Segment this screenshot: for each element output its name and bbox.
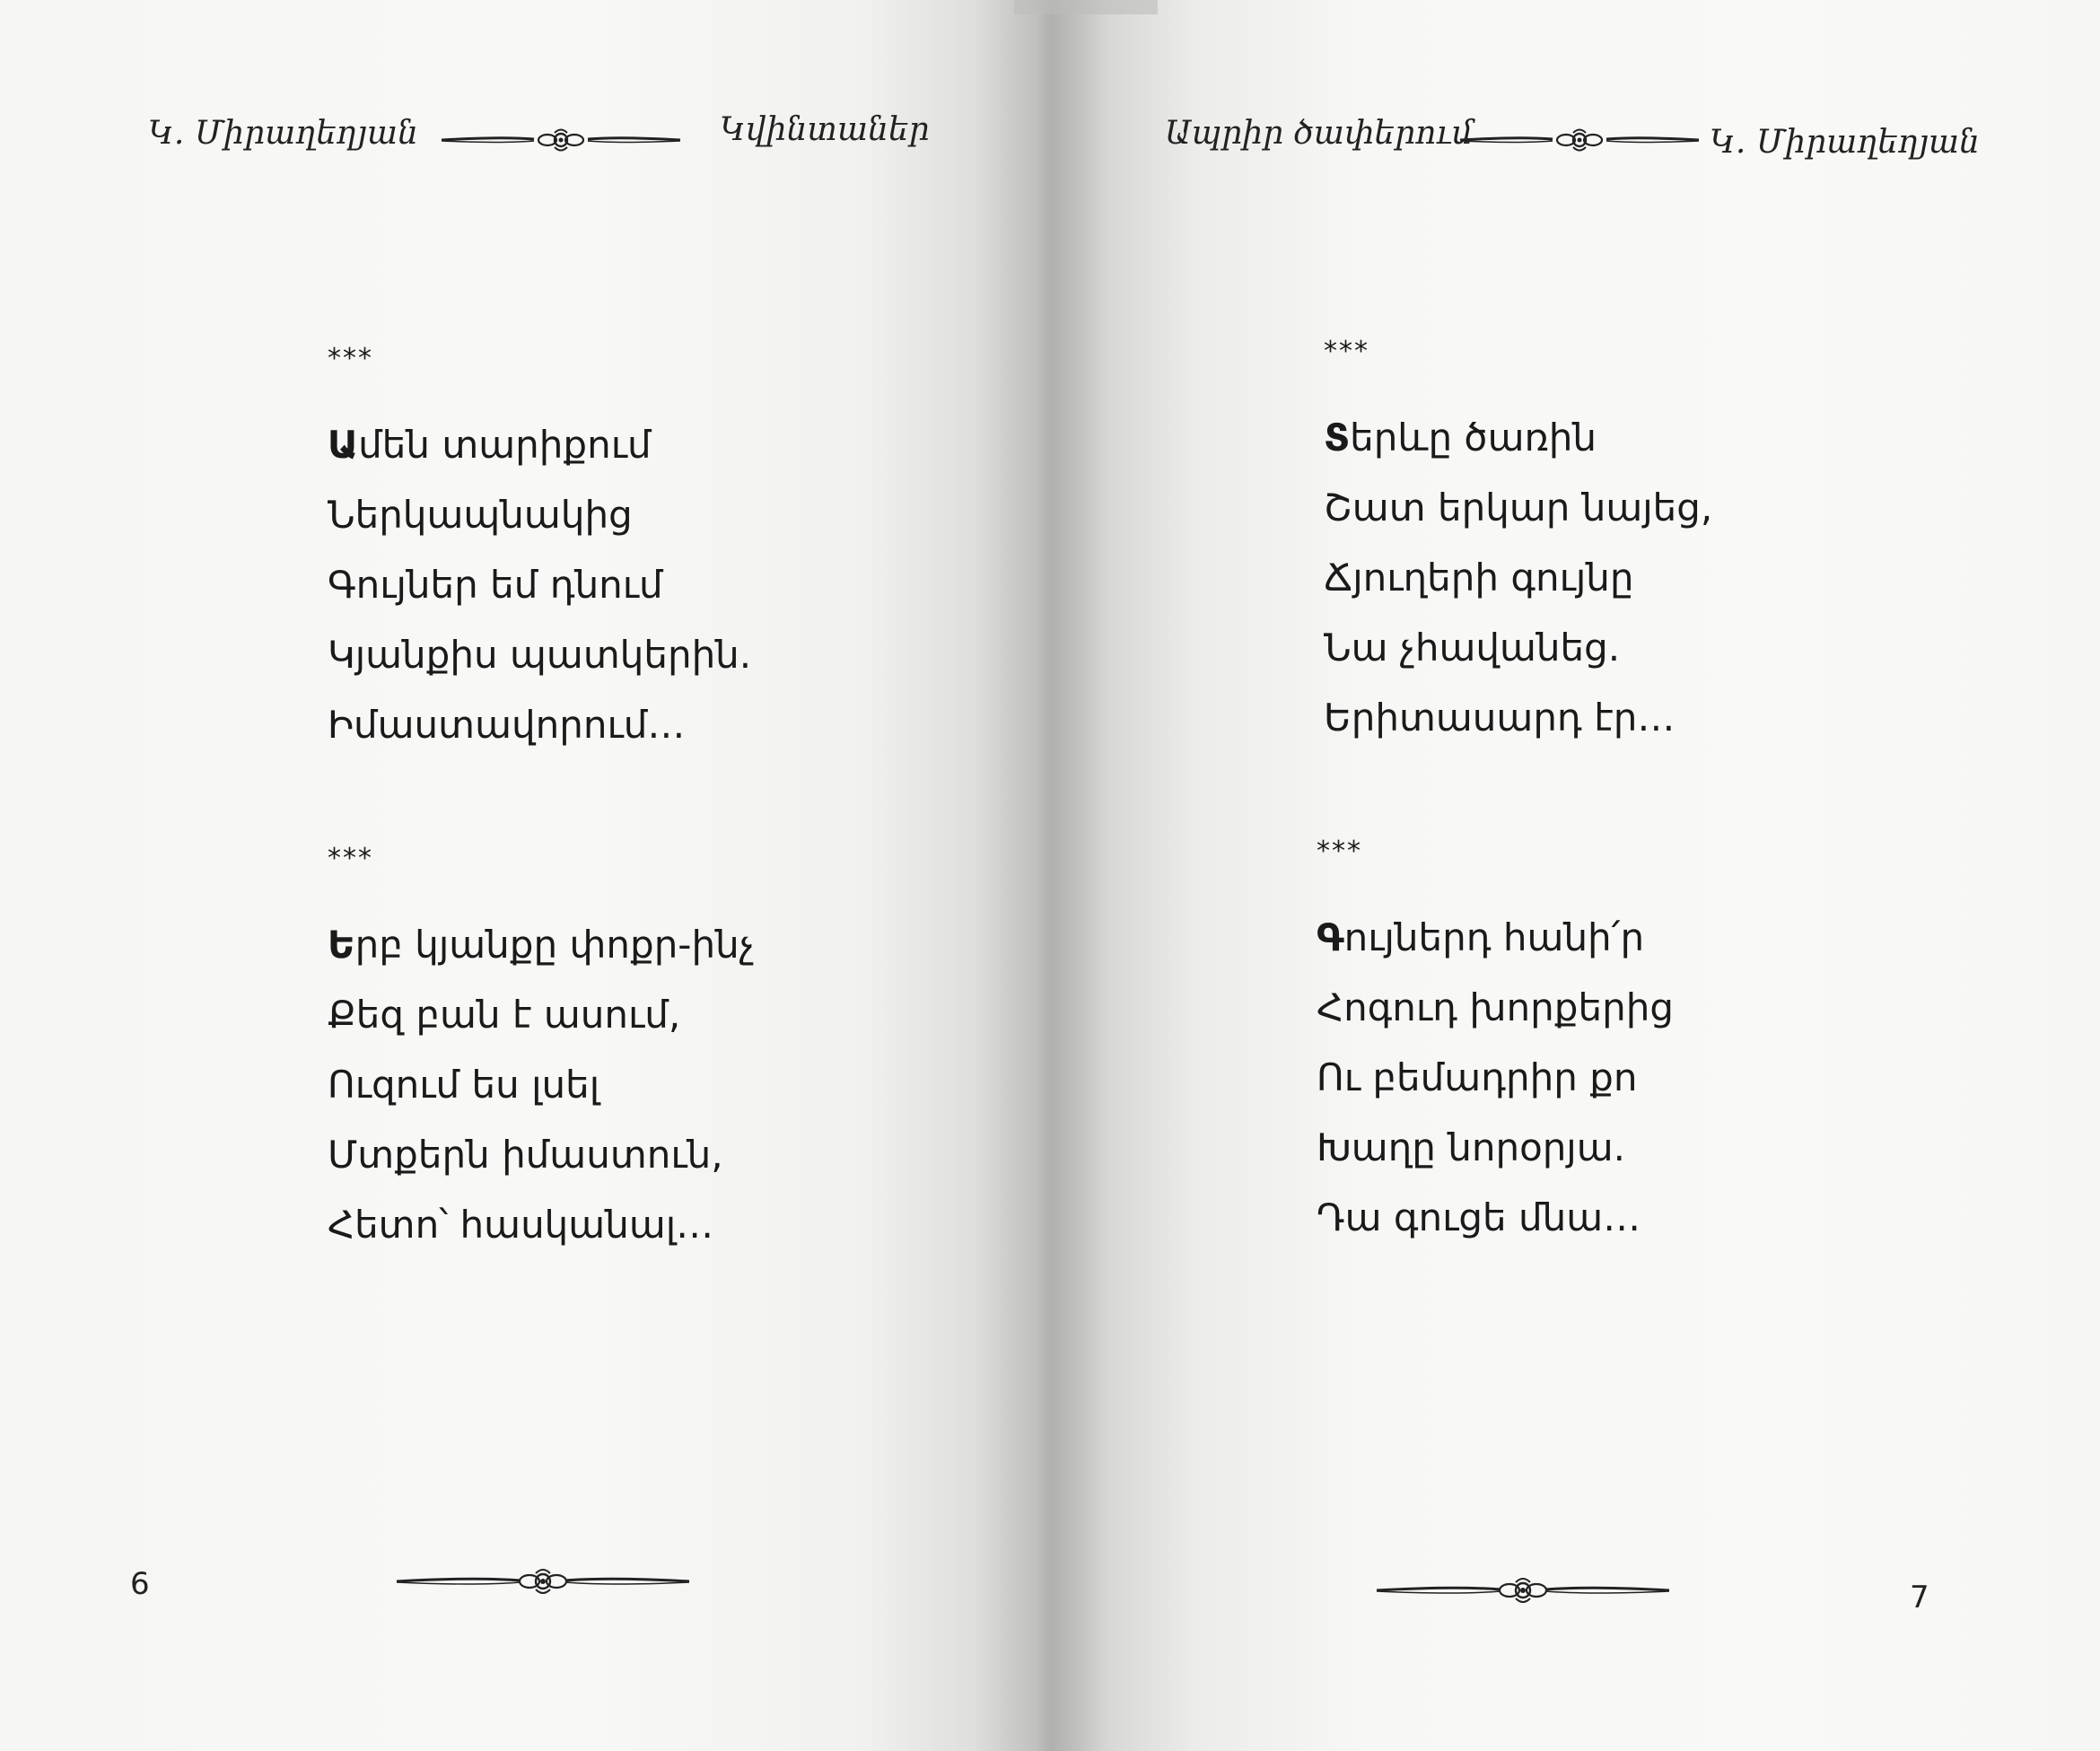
poem-line: Ամեն տարիքում	[328, 423, 652, 467]
drop-initial: Գ	[1317, 915, 1344, 959]
poem-line: Քեզ բան է ասում,	[328, 993, 681, 1037]
poem-line: Իմաստավորում…	[328, 703, 686, 747]
stanza-marker: ***	[328, 343, 373, 374]
poem-line: Դա գուցե մնա…	[1317, 1195, 1641, 1239]
left-poems	[328, 343, 755, 1260]
stanza-marker: ***	[1324, 336, 1369, 367]
poem-line: Տերևը ծառին	[1324, 416, 1597, 460]
poem-line: Հետո՝ հասկանալ…	[328, 1203, 714, 1247]
stanza-marker: ***	[1317, 836, 1362, 867]
right-poems	[1317, 336, 1713, 1253]
stanza	[328, 343, 755, 760]
poem-line: Ճյուղերի գույնը	[1324, 556, 1634, 600]
poem-line: Գույներ եմ դնում	[328, 563, 663, 607]
scroll-flourish-icon	[1375, 1572, 1671, 1608]
poem-line: Շատ երկար նայեց,	[1324, 486, 1713, 530]
left-header-author: Կ. Միրաղեղյան	[148, 115, 418, 152]
right-header-author: Կ. Միրաղեղյան	[1710, 124, 1980, 161]
page-number: 7	[1910, 1580, 1929, 1615]
scroll-flourish-icon	[440, 124, 682, 156]
drop-initial: Ա	[328, 423, 359, 467]
poem-line: Ուզում ես լսել	[328, 1063, 600, 1107]
stanza-marker: ***	[328, 843, 373, 874]
page-edge-shadow	[1014, 0, 1158, 14]
stanza	[328, 843, 755, 1260]
left-header-title: Կվինտաներ	[720, 111, 930, 148]
book-gutter-shadow	[975, 0, 1109, 1751]
right-header-title: Ապրիր ծափերում	[1165, 115, 1474, 152]
poem-line: Ներկապնակից	[328, 493, 633, 537]
poem-line: Կյանքիս պատկերին.	[328, 633, 752, 677]
poem-line: Ու բեմադրիր քո	[1317, 1055, 1638, 1099]
stanza	[1324, 336, 1712, 753]
poem-line: Երբ կյանքը փոքր-ինչ	[328, 923, 755, 967]
poem-line: Մտքերն իմաստուն,	[328, 1133, 723, 1177]
poem-line: Երիտասարդ էր…	[1324, 696, 1676, 740]
drop-initial: Ե	[328, 923, 355, 967]
poem-line: Նա չհավանեց.	[1324, 626, 1621, 670]
poem-line: Գույներդ հանի՛ր	[1317, 915, 1645, 959]
stanza	[1317, 836, 1712, 1253]
scroll-flourish-icon	[395, 1563, 691, 1599]
page-number: 6	[130, 1566, 150, 1602]
poem-line: Հոգուդ խորքերից	[1317, 985, 1674, 1029]
poem-line: Խաղը նորօրյա.	[1317, 1125, 1625, 1169]
scroll-flourish-icon	[1458, 124, 1701, 156]
drop-initial: Տ	[1324, 416, 1351, 460]
